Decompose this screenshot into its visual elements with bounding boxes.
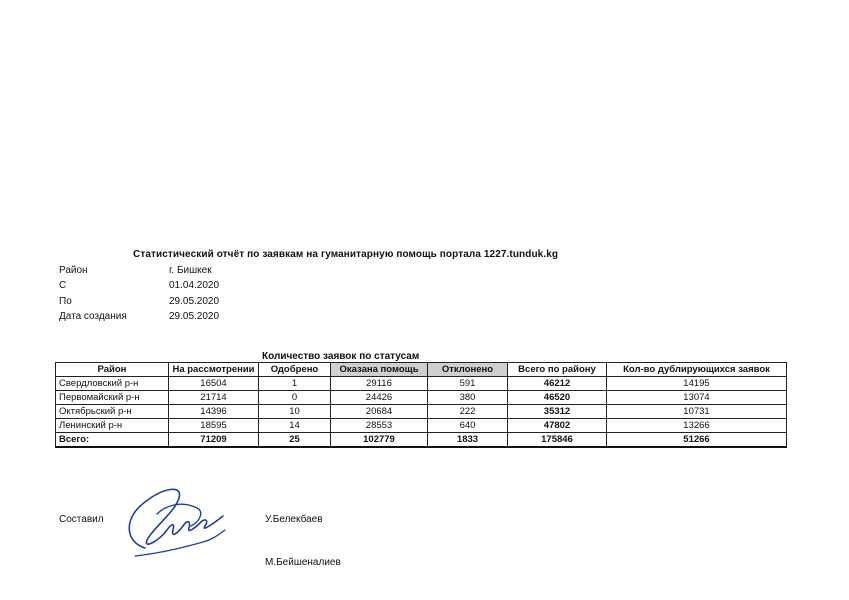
signer-name-2: М.Бейшеналиев [265, 557, 341, 568]
table-cell: 47802 [508, 419, 607, 433]
table-cell: 102779 [331, 433, 428, 448]
table-cell: Первомайский р-н [56, 391, 169, 405]
table-cell: 380 [428, 391, 508, 405]
table-cell: Всего: [56, 433, 169, 448]
table-total-row [56, 433, 787, 448]
table-cell: 35312 [508, 405, 607, 419]
compiled-by-label: Составил [59, 514, 104, 525]
column-header: Оказана помощь [331, 363, 428, 377]
meta-value: 29.05.2020 [169, 310, 220, 322]
signer-name-1: У.Белекбаев [265, 514, 323, 525]
table-cell: 1 [259, 377, 331, 391]
column-header: Кол-во дублирующихся заявок [607, 363, 787, 377]
table-cell: 175846 [508, 433, 607, 448]
table-cell: 28553 [331, 419, 428, 433]
table-cell: 1833 [428, 433, 508, 448]
table-cell: 46520 [508, 391, 607, 405]
table-row [56, 391, 787, 405]
meta-label: С [59, 280, 67, 292]
column-header: Отклонено [428, 363, 508, 377]
table-cell: 16504 [169, 377, 259, 391]
table-cell: 10731 [607, 405, 787, 419]
table-row [56, 405, 787, 419]
table-cell: 10 [259, 405, 331, 419]
table-cell: Октябрьский р-н [56, 405, 169, 419]
meta-label: Дата создания [59, 310, 127, 322]
table-cell: 46212 [508, 377, 607, 391]
table-cell: 24426 [331, 391, 428, 405]
table-cell: 640 [428, 419, 508, 433]
table-cell: 20684 [331, 405, 428, 419]
table-row [56, 419, 787, 433]
meta-label: Район [59, 265, 88, 276]
table-cell: 14396 [169, 405, 259, 419]
table-cell: 71209 [169, 433, 259, 448]
table-caption: Количество заявок по статусам [262, 351, 420, 362]
table-cell: 25 [259, 433, 331, 448]
table-cell: 13074 [607, 391, 787, 405]
table-cell: 21714 [169, 391, 259, 405]
table-cell: 18595 [169, 419, 259, 433]
table-cell: 29116 [331, 377, 428, 391]
table-cell: 14195 [607, 377, 787, 391]
meta-label: По [59, 295, 72, 307]
table-cell: 51266 [607, 433, 787, 448]
meta-value: 01.04.2020 [169, 280, 220, 292]
table-cell: 591 [428, 377, 508, 391]
meta-value: г. Бишкек [169, 265, 212, 276]
table-row [56, 377, 787, 391]
column-header: Одобрено [259, 363, 331, 377]
status-table [55, 362, 787, 448]
table-cell: 0 [259, 391, 331, 405]
column-header: Всего по району [508, 363, 607, 377]
table-cell: 13266 [607, 419, 787, 433]
column-header: На рассмотрении [169, 363, 259, 377]
table-cell: 222 [428, 405, 508, 419]
handwritten-signature [105, 470, 235, 570]
table-cell: Свердловский р-н [56, 377, 169, 391]
report-title: Статистический отчёт по заявкам на гуманитарную помощь портала 1227.tunduk.kg [133, 249, 559, 260]
table-header-row [56, 363, 787, 377]
meta-value: 29.05.2020 [169, 295, 220, 307]
table-cell: 14 [259, 419, 331, 433]
table-cell: Ленинский р-н [56, 419, 169, 433]
column-header: Район [56, 363, 169, 377]
